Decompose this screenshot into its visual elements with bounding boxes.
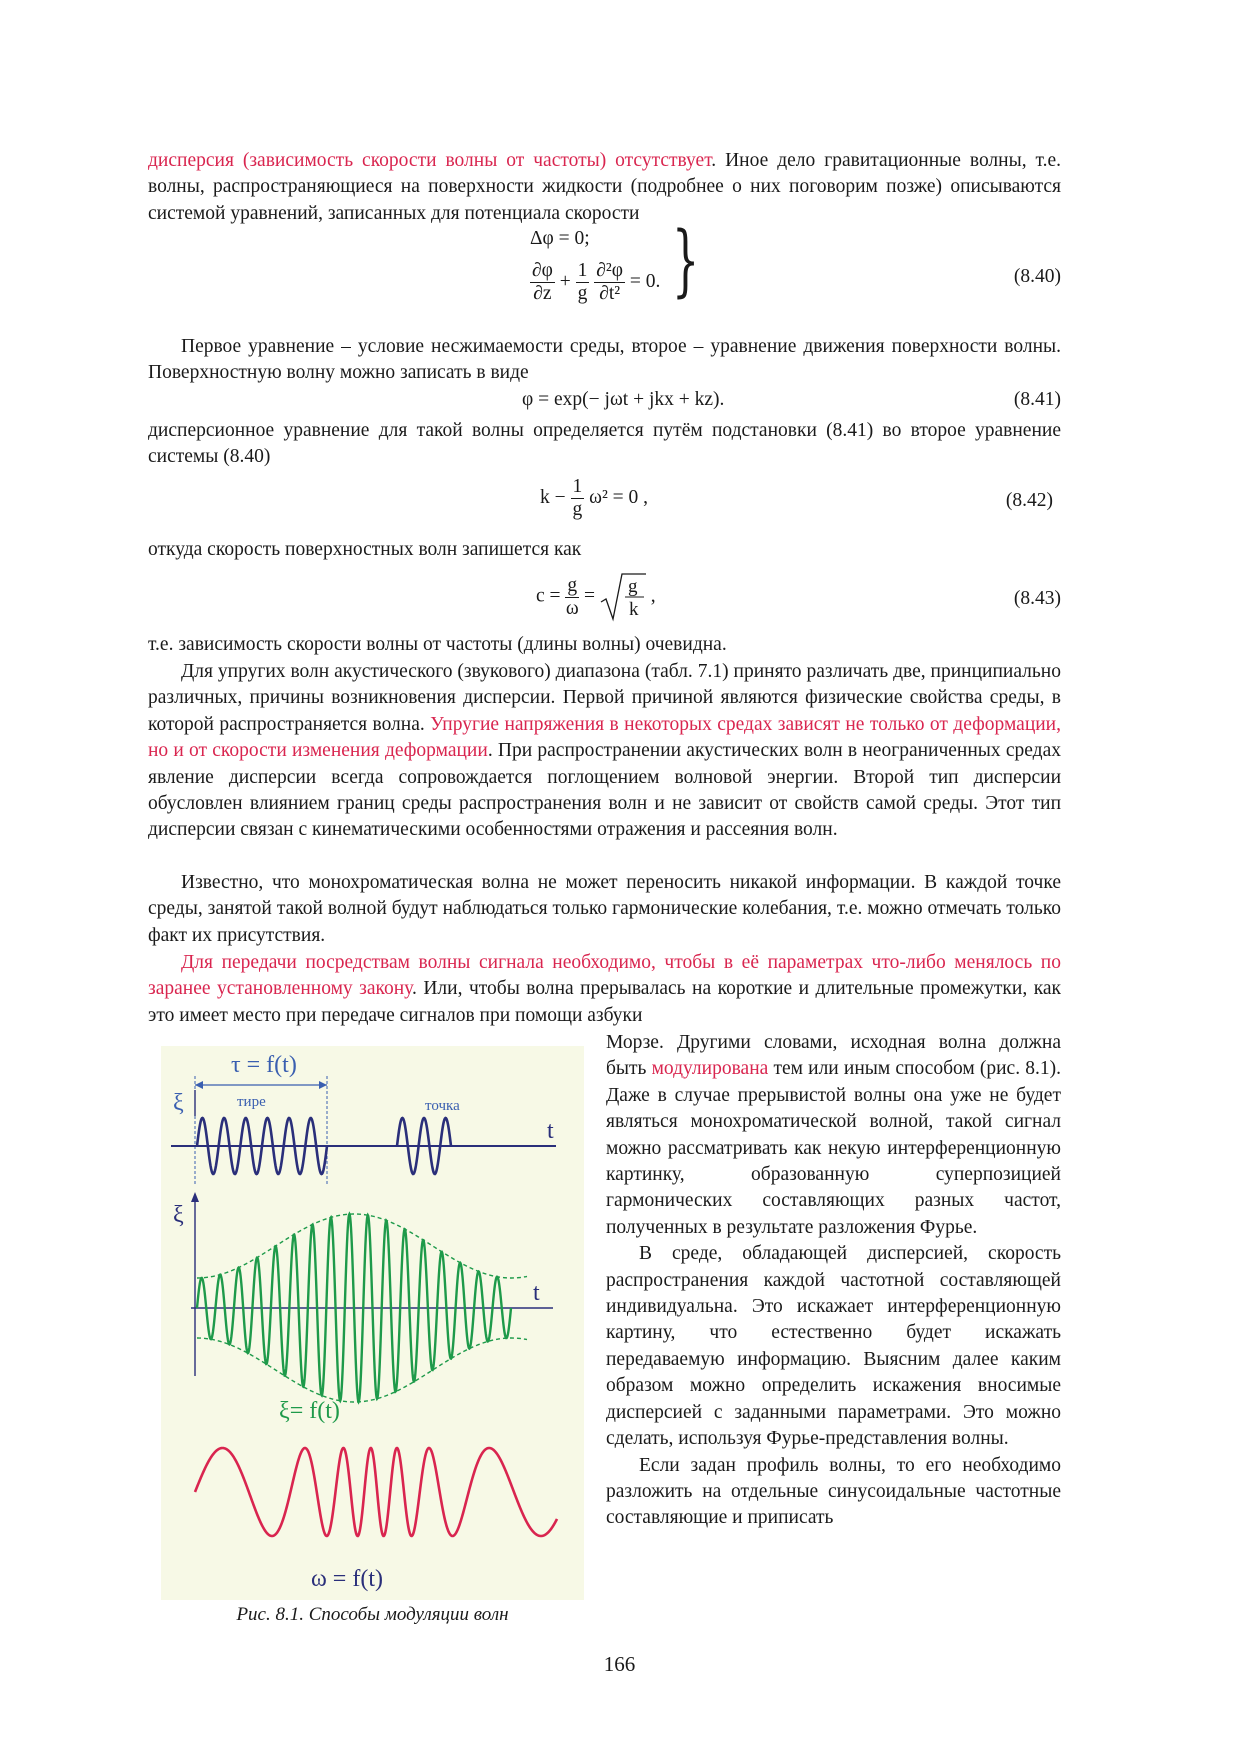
tire-label: тире bbox=[237, 1094, 266, 1110]
body-text: Морзе. Другими словами, исходная волна должна быть bbox=[606, 1032, 1061, 1080]
page-number: 166 bbox=[603, 1652, 636, 1676]
arrow-head-icon bbox=[195, 1081, 203, 1089]
equation-number: (8.41) bbox=[1013, 389, 1061, 410]
body-text: Для упругих волн акустического (звукового) диапазона (табл. 7.1) принято различать две, принципиально различных, причины возникновения дисперсии. Первой причиной являются физические свойства среды, в которой распространяется волна. bbox=[148, 661, 1061, 735]
t-axis-label: t bbox=[533, 1280, 540, 1306]
svg-text:k: k bbox=[628, 599, 639, 620]
svg-text:g: g bbox=[627, 576, 638, 597]
amplitude-modulation-panel bbox=[173, 1192, 553, 1424]
morse-panel bbox=[171, 1052, 556, 1186]
equation-8-40-line1: Δφ = 0; bbox=[530, 228, 590, 249]
paragraph-4: откуда скорость поверхностных волн запишется как bbox=[148, 539, 582, 560]
side-paragraph-3: Если задан профиль волны, то его необходимо разложить на отдельные синусоидальные частотные составляющие и приписать bbox=[606, 1454, 1061, 1529]
sqrt-sign-icon bbox=[600, 572, 646, 622]
fraction: $\frac{1}{g}$ bbox=[577, 260, 588, 304]
body-text: тем или иным способом (рис. 8.1). Даже в случае прерывистой волны она уже не будет являться монохроматической волной, такой сигнал можно рассматривать как некую интерференционную картинку, образованную суперпозицией гармонических составляющих разных частот, полученных в результате разложения Фурье. bbox=[606, 1058, 1061, 1238]
am-wave bbox=[197, 1214, 511, 1402]
equation-8-43: c = $\frac{g}{\omega}$ = g k , bbox=[536, 572, 656, 622]
figure-8-1 bbox=[161, 1046, 584, 1600]
modulation-figure bbox=[161, 1046, 584, 1600]
paragraph-5: т.е. зависимость скорости волны от частоты (длины волны) очевидна. bbox=[148, 634, 727, 655]
highlight-text: модулирована bbox=[651, 1058, 769, 1080]
square-root bbox=[600, 572, 646, 622]
highlight-text: Упругие напряжения в некоторых средах зависят не только от деформации, но и от скорости изменения деформации bbox=[148, 713, 1061, 762]
equation-8-42: k − $\frac{1}{g}$ ω² = 0 , bbox=[540, 476, 649, 520]
figure-caption: Рис. 8.1. Способы модуляции волн bbox=[236, 1604, 509, 1625]
fm-wave bbox=[195, 1448, 557, 1536]
tochka-label: точка bbox=[425, 1098, 460, 1114]
envelope-top bbox=[197, 1214, 527, 1278]
side-paragraph-2: В среде, обладающей дисперсией, скорость распространения каждой частотной составляющей индивидуальна. Это искажает интерференционную картину, что естественно будет искажать передаваемую информацию. Выясним далее каким образом можно определить искажения вносимые дисперсией с заданными параметрами. Это можно сделать, используя Фурье-представления волны. bbox=[606, 1243, 1061, 1450]
equation-8-40-line2: $\frac{\partial\varphi}{\partial z}$ + $\frac{1}{g}$ $\frac{\text{∂²φ}}{\text{∂t²}}$ = 0. bbox=[532, 260, 661, 304]
body-text: . При распространении акустических волн в неограниченных средах явление дисперсии всегда сопровождается поглощением волновой энергии. Второй тип дисперсии обусловлен влиянием границ среды распространения волн и не зависит от свойств самой среды. Этот тип дисперсии связан с кинематическими особенностями отражения и рассеяния волн. bbox=[148, 740, 1061, 841]
equation-number: (8.40) bbox=[1013, 266, 1061, 287]
paragraph-8 bbox=[148, 950, 1061, 1029]
highlight-text: дисперсия (зависимость скорости волны от частоты) отсутствует bbox=[148, 150, 712, 171]
equation-8-41: φ = exp(− jωt + jkx + kz). bbox=[522, 389, 725, 410]
body-text: . Или, чтобы волна прерывалась на короткие и длительные промежутки, как это имеет место при передаче сигналов при помощи азбуки bbox=[148, 978, 1062, 1026]
body-text: . Иное дело гравитационные волны, т.е. волны, распространяющиеся на поверхности жидкости (подробнее о них поговорим позже) описываются системой уравнений, записанных для потенциала скорости bbox=[148, 150, 1061, 224]
side-column bbox=[606, 1030, 1061, 1532]
paragraph-2: Первое уравнение – условие несжимаемости среды, второе – уравнение движения поверхности волны. Поверхностную волну можно записать в виде bbox=[148, 336, 1061, 384]
omega-function-label: ω = f(t) bbox=[311, 1566, 383, 1592]
right-brace: } bbox=[672, 216, 700, 306]
fraction: $\frac{g}{\omega}$ bbox=[565, 574, 579, 619]
equation-number: (8.43) bbox=[1013, 588, 1061, 609]
fraction: $\frac{\text{∂²φ}}{\text{∂t²}}$ bbox=[596, 260, 624, 304]
frequency-modulation-panel bbox=[195, 1448, 557, 1592]
highlight-text: Для передачи посредствам волны сигнала необходимо, чтобы в её параметрах что-либо менялось по заранее установленному закону bbox=[148, 952, 1061, 1000]
paragraph-7: Известно, что монохроматическая волна не может переносить никакой информации. В каждой точке среды, занятой такой волной будут наблюдаться только гармонические колебания, т.е. можно отмечать только факт их присутствия. bbox=[148, 872, 1061, 946]
paragraph-3: дисперсионное уравнение для такой волны определяется путём подстановки (8.41) во второе уравнение системы (8.40) bbox=[148, 420, 1061, 468]
paragraph-6 bbox=[148, 659, 1061, 844]
xi-axis-label: ξ bbox=[173, 1090, 184, 1116]
tau-label: τ = f(t) bbox=[231, 1052, 297, 1078]
arrow-head-icon bbox=[191, 1192, 199, 1202]
fraction: $\frac{1}{g}$ bbox=[572, 476, 583, 520]
fraction: $\frac{\partial\varphi}{\partial z}$ bbox=[532, 260, 553, 304]
side-paragraph-1 bbox=[606, 1030, 1061, 1241]
arrow-head-icon bbox=[319, 1081, 327, 1089]
t-axis-label: t bbox=[547, 1118, 554, 1144]
equation-number: (8.42) bbox=[1005, 490, 1053, 511]
paragraph-1 bbox=[148, 148, 1061, 227]
xi-axis-label: ξ bbox=[173, 1202, 184, 1228]
xi-function-label: ξ= f(t) bbox=[279, 1398, 340, 1424]
